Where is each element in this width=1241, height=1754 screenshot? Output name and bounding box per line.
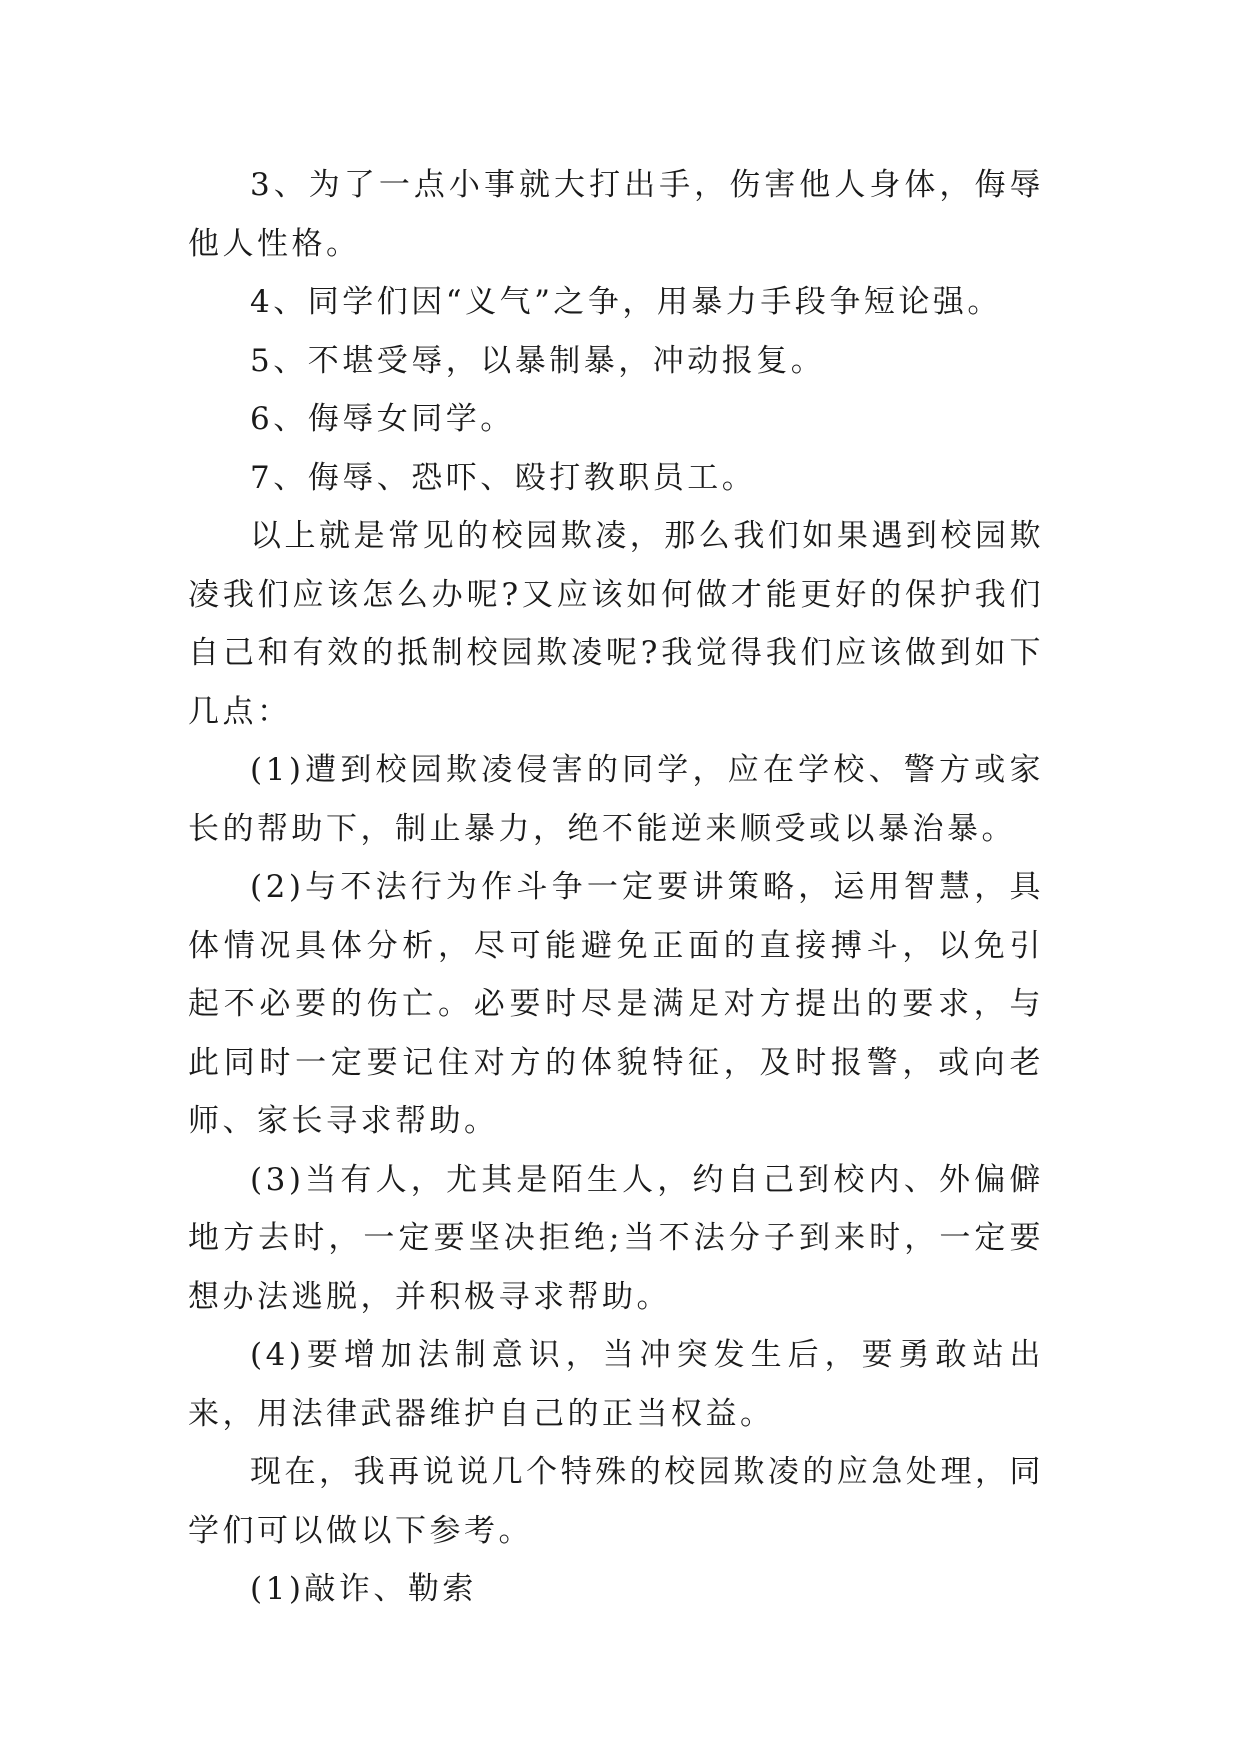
- paragraph-item-4: 4、同学们因“义气”之争，用暴力手段争短论强。: [250, 284, 1002, 320]
- paragraph-advice-4: (4)要增加法制意识，当冲突发生后，要勇敢站出来，用法律武器维护自己的正当权益。: [188, 1337, 1044, 1432]
- paragraph-item-3: 3、为了一点小事就大打出手，伤害他人身体，侮辱他人性格。: [188, 167, 1044, 262]
- paragraph-item-6: 6、侮辱女同学。: [250, 401, 515, 437]
- paragraph-emergency-intro: 现在，我再说说几个特殊的校园欺凌的应急处理，同学们可以做以下参考。: [188, 1454, 1044, 1549]
- paragraph-item-5: 5、不堪受辱，以暴制暴，冲动报复。: [250, 342, 826, 379]
- document-body: [188, 156, 1044, 1619]
- paragraph-summary: 以上就是常见的校园欺凌，那么我们如果遇到校园欺凌我们应该怎么办呢?又应该如何做才能更好的保护我们自己和有效的抵制校园欺凌呢?我觉得我们应该做到如下几点：: [188, 518, 1044, 730]
- paragraph-advice-1: (1)遭到校园欺凌侵害的同学，应在学校、警方或家长的帮助下，制止暴力，绝不能逆来顺受或以暴治暴。: [188, 752, 1044, 847]
- paragraph-emergency-heading: (1)敲诈、勒索: [250, 1571, 477, 1607]
- paragraph-item-7: 7、侮辱、恐吓、殴打教职员工。: [250, 459, 757, 496]
- paragraph-advice-2: (2)与不法行为作斗争一定要讲策略，运用智慧，具体情况具体分析，尽可能避免正面的直接搏斗，以免引起不必要的伤亡。必要时尽是满足对方提出的要求，与此同时一定要记住对方的体貌特征，及时报警，或向老师、家长寻求帮助。: [188, 869, 1044, 1139]
- paragraph-advice-3: (3)当有人，尤其是陌生人，约自己到校内、外偏僻地方去时，一定要坚决拒绝;当不法分子到来时，一定要想办法逃脱，并积极寻求帮助。: [188, 1161, 1044, 1315]
